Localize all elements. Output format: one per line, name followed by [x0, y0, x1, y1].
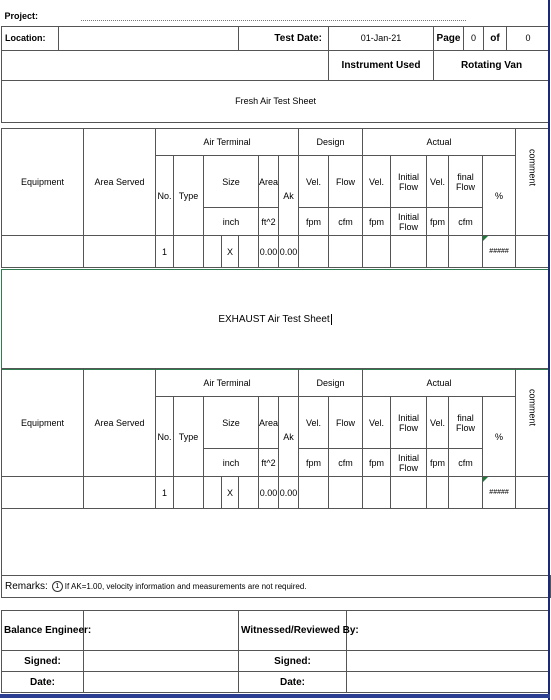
- initial-flow-cell[interactable]: [391, 477, 427, 509]
- final-flow-unit: cfm: [449, 208, 483, 236]
- signoff-table: [1, 610, 550, 693]
- date-label-2: Date:: [239, 672, 347, 693]
- area-served-header: Area Served: [84, 129, 156, 236]
- project-label: Project:: [4, 10, 39, 21]
- actual-vel2-cell[interactable]: [427, 236, 449, 268]
- remarks-note: If AK=1.00, velocity information and measurements are not required.: [64, 582, 307, 591]
- actual-vel-header: Vel.: [363, 156, 391, 208]
- equipment-cell[interactable]: [2, 477, 84, 509]
- window-frame-bottom: [0, 694, 550, 698]
- final-flow-unit: cfm: [449, 449, 483, 477]
- size-unit: inch: [204, 449, 259, 477]
- actual-vel-unit: fpm: [363, 208, 391, 236]
- text-cursor: [331, 314, 332, 325]
- design-flow-unit: cfm: [329, 208, 363, 236]
- type-cell[interactable]: [174, 477, 204, 509]
- design-vel-cell[interactable]: [299, 477, 329, 509]
- fresh-air-table: [1, 128, 550, 268]
- test-date-value[interactable]: 01-Jan-21: [329, 26, 434, 50]
- area-served-header: Area Served: [84, 369, 156, 477]
- size-header: Size: [204, 156, 259, 208]
- exhaust-title: EXHAUST Air Test Sheet: [218, 314, 330, 326]
- actual-vel2-header: Vel.: [427, 156, 449, 208]
- actual-vel2-unit: fpm: [427, 449, 449, 477]
- table-row: [2, 477, 550, 509]
- initial-flow-cell[interactable]: [391, 236, 427, 268]
- design-flow-unit: cfm: [329, 449, 363, 477]
- design-flow-cell[interactable]: [329, 236, 363, 268]
- location-label: Location:: [2, 26, 59, 50]
- ak-header: Ak: [279, 397, 299, 477]
- no-cell[interactable]: 1: [156, 236, 174, 268]
- witnessed-field[interactable]: [347, 611, 550, 651]
- actual-header: Actual: [363, 369, 516, 397]
- actual-vel2-cell[interactable]: [427, 477, 449, 509]
- header-table: [1, 6, 550, 123]
- design-vel-header: Vel.: [299, 156, 329, 208]
- no-header: No.: [156, 156, 174, 236]
- final-flow-cell[interactable]: [449, 477, 483, 509]
- blank-area: [2, 509, 550, 576]
- actual-header: Actual: [363, 129, 516, 156]
- area-unit: ft^2: [259, 449, 279, 477]
- date-field[interactable]: [84, 672, 239, 693]
- date-label: Date:: [2, 672, 84, 693]
- actual-vel-cell[interactable]: [363, 236, 391, 268]
- signed-field-2[interactable]: [347, 651, 550, 672]
- page-value[interactable]: 0: [464, 26, 484, 50]
- actual-vel-header: Vel.: [363, 397, 391, 449]
- size-x-cell: X: [222, 477, 239, 509]
- date-field-2[interactable]: [347, 672, 550, 693]
- type-header: Type: [174, 156, 204, 236]
- comment-cell[interactable]: [516, 236, 550, 268]
- percent-cell: #####: [483, 477, 516, 509]
- equipment-cell[interactable]: [2, 236, 84, 268]
- design-header: Design: [299, 129, 363, 156]
- initial-flow-unit: Initial Flow: [391, 208, 427, 236]
- table-row: [2, 236, 550, 268]
- design-flow-header: Flow: [329, 156, 363, 208]
- actual-vel-unit: fpm: [363, 449, 391, 477]
- size-w-cell[interactable]: [204, 236, 222, 268]
- ak-cell: 0.00: [279, 477, 299, 509]
- header-blank: [2, 50, 329, 80]
- area-served-cell[interactable]: [84, 477, 156, 509]
- air-terminal-header: Air Terminal: [156, 129, 299, 156]
- size-h-cell[interactable]: [239, 477, 259, 509]
- remarks-row: [1, 575, 551, 598]
- no-header: No.: [156, 397, 174, 477]
- project-field[interactable]: [81, 12, 466, 21]
- design-vel-unit: fpm: [299, 449, 329, 477]
- size-header: Size: [204, 397, 259, 449]
- design-header: Design: [299, 369, 363, 397]
- area-header: Area: [259, 397, 279, 449]
- note-number-icon: 1: [52, 581, 63, 592]
- equipment-header: Equipment: [2, 369, 84, 477]
- design-vel-unit: fpm: [299, 208, 329, 236]
- initial-flow-unit: Initial Flow: [391, 449, 427, 477]
- comment-cell[interactable]: [516, 477, 550, 509]
- size-h-cell[interactable]: [239, 236, 259, 268]
- design-vel-cell[interactable]: [299, 236, 329, 268]
- location-field[interactable]: [59, 26, 239, 50]
- fresh-air-title: Fresh Air Test Sheet: [2, 80, 550, 122]
- page-label: Page: [434, 26, 464, 50]
- final-flow-cell[interactable]: [449, 236, 483, 268]
- instrument-label: Instrument Used: [329, 50, 434, 80]
- design-flow-header: Flow: [329, 397, 363, 449]
- type-header: Type: [174, 397, 204, 477]
- exhaust-title-band[interactable]: [1, 269, 549, 370]
- area-header: Area: [259, 156, 279, 208]
- balance-engineer-label: Balance Engineer:: [2, 611, 84, 651]
- actual-vel-cell[interactable]: [363, 477, 391, 509]
- window-frame-right: [548, 0, 550, 700]
- final-flow-header: final Flow: [449, 156, 483, 208]
- size-w-cell[interactable]: [204, 477, 222, 509]
- initial-flow-header: Initial Flow: [391, 397, 427, 449]
- size-unit: inch: [204, 208, 259, 236]
- signed-label: Signed:: [2, 651, 84, 672]
- type-cell[interactable]: [174, 236, 204, 268]
- test-date-label: Test Date:: [239, 26, 329, 50]
- remarks-label: Remarks:: [5, 581, 48, 592]
- comment-header: comment: [516, 369, 550, 477]
- equipment-header: Equipment: [2, 129, 84, 236]
- instrument-value[interactable]: Rotating Van: [434, 50, 550, 80]
- witnessed-label: Witnessed/Reviewed By:: [239, 611, 347, 651]
- comment-header: comment: [516, 129, 550, 236]
- final-flow-header: final Flow: [449, 397, 483, 449]
- of-value[interactable]: 0: [507, 26, 550, 50]
- actual-vel2-unit: fpm: [427, 208, 449, 236]
- actual-vel2-header: Vel.: [427, 397, 449, 449]
- air-terminal-header: Air Terminal: [156, 369, 299, 397]
- ak-cell: 0.00: [279, 236, 299, 268]
- area-cell: 0.00: [259, 236, 279, 268]
- balance-engineer-field[interactable]: [84, 611, 239, 651]
- area-served-cell[interactable]: [84, 236, 156, 268]
- signed-field[interactable]: [84, 651, 239, 672]
- initial-flow-header: Initial Flow: [391, 156, 427, 208]
- exhaust-table: [1, 368, 550, 576]
- size-x-cell: X: [222, 236, 239, 268]
- area-unit: ft^2: [259, 208, 279, 236]
- area-cell: 0.00: [259, 477, 279, 509]
- of-label: of: [484, 26, 507, 50]
- percent-header: %: [483, 156, 516, 236]
- ak-header: Ak: [279, 156, 299, 236]
- design-vel-header: Vel.: [299, 397, 329, 449]
- no-cell[interactable]: 1: [156, 477, 174, 509]
- percent-cell: #####: [483, 236, 516, 268]
- percent-header: %: [483, 397, 516, 477]
- signed-label-2: Signed:: [239, 651, 347, 672]
- design-flow-cell[interactable]: [329, 477, 363, 509]
